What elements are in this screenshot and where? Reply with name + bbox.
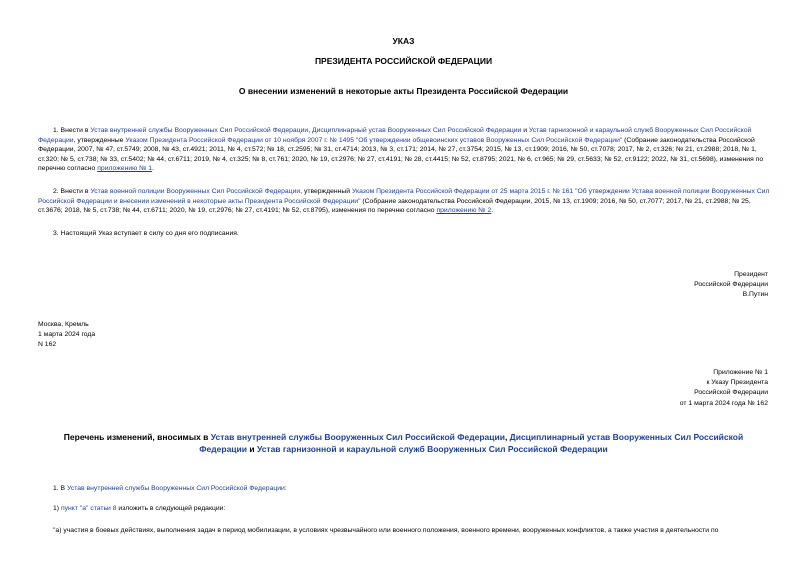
item2-link[interactable]: пункт "а" статьи 8 [60,505,117,512]
list-title-sep2: и [246,443,257,454]
list-title-link-garrison[interactable]: Устав гарнизонной и караульной служб Вооруженных Сил Российской Федерации [256,443,608,454]
changes-list-title [40,432,767,455]
signature-block [694,270,768,301]
link-decree-161[interactable]: Указом Президента Российской Федерации от 25 марта 2015 г. № 161 "Об утверждении Устава военной полиции Вооруженных Сил Российской Федерации и внесении изменений в некоторые акты Президента Российской Федерации" [38,188,770,205]
place-date-block [38,320,95,351]
list-item-1 [53,485,287,492]
paragraph-3: 3. Настоящий Указ вступает в силу со дня его подписания. [53,230,239,237]
item1-link[interactable]: Устав внутренней службы Вооруженных Сил Российской Федерации [66,485,285,492]
place-line-2: 1 марта 2024 года [38,331,96,339]
p2-end: . [491,207,494,215]
annex-line-4: от 1 марта 2024 года № 162 [679,399,768,407]
place-line-3: N 162 [38,341,57,349]
link-military-police-charter[interactable]: Устав военной полиции Вооруженных Сил Российской Федерации [90,188,301,195]
annex-header [680,368,768,409]
signature-line-3: В.Путин [742,291,768,299]
p2-text: (Собрание законодательства Российской Федерации, 2015, № 13, ст.1909; 2016, № 50, ст.7077; 2017, № 21, ст.2988; № 25, ст.3676; 2018, № 5, ст.738; № 44, ст.6711; 2020, № 19, ст.2976; № 27, ст.4191; № 52, ст.8795), изменения по перечню согласно [38,197,751,215]
decree-heading: О внесении изменений в некоторые акты Президента Российской Федерации [238,86,569,96]
p2-sep1: , утвержденный [300,188,352,195]
item2-end: изложить в следующей редакции: [116,505,226,512]
link-disciplinary-charter[interactable]: Дисциплинарный устав Вооруженных Сил Российской Федерации [311,127,522,134]
p2-num: 2. Внести в [53,188,91,195]
p1-sep3: , утвержденные [73,136,126,144]
paragraph-1 [38,126,773,174]
link-garrison-charter[interactable]: Устав гарнизонной и караульной служб Вооруженных Сил Российской Федерации [38,127,752,144]
annex-line-2: к Указу Президента [706,379,768,387]
p1-sep1: , [308,127,312,134]
decree-subtitle: ПРЕЗИДЕНТА РОССИЙСКОЙ ФЕДЕРАЦИИ [314,56,493,66]
p1-text: (Собрание законодательства Российской Федерации, 2007, № 47, ст.5749; 2008, № 43, ст.4921; 2011, № 4, ст.572; № 18, ст.2595; № 31, ст.4714; 2013, № 3, ст.171; 2014, № 27, ст.3754; 2015, № 13, ст.1909; 2016, № 50, ст.7078; 2017, № 2, ст.326; № 21, ст.2988; 2018, № 1, ст.320; № 5, ст.738; № 33, ст.5402; № 44, ст.6711; 2019, № 4, ст.325; № 8, ст.761; 2020, № 19, ст.2976; № 27, ст.4191; № 28, ст.4415; № 52, ст.8795; 2021, № 6, ст.965; № 29, ст.5633; № 52, ст.9122; 2022, № 31, ст.5698), изменения по перечню согласно [38,136,764,173]
list-title-link-internal[interactable]: Устав внутренней службы Вооруженных Сил Российской Федерации [210,432,505,442]
list-item-1-1 [53,505,225,512]
annex-line-3: Российской Федерации [694,389,768,397]
list-title-link-disciplinary[interactable]: Дисциплинарный устав Вооруженных Сил Российской Федерации [199,432,744,454]
item1-pre: 1. В [53,485,67,492]
list-item-text: "а) участия в боевых действиях, выполнения задач в период мобилизации, в условиях чрезвычайного или военного положения, военного времени, вооруженных конфликтов, а также участия в деятельности по [53,527,719,534]
list-title-sep1: , [504,432,510,442]
paragraph-2 [38,187,773,216]
item2-pre: 1) [53,505,61,512]
p1-end: . [152,165,154,173]
annex-line-1: Приложение № 1 [713,369,768,376]
link-annex-2[interactable]: приложению № 2 [436,207,492,215]
item1-end: : [284,485,287,492]
list-title-pre: Перечень изменений, вносимых в [63,432,211,442]
signature-line-2: Российской Федерации [694,281,768,289]
link-decree-1495[interactable]: Указом Президента Российской Федерации от 10 ноября 2007 г. № 1495 "Об утверждении общевоинских уставов Вооруженных Сил Российской Федерации" [125,136,623,144]
place-line-1: Москва, Кремль [38,321,89,328]
link-internal-service-charter[interactable]: Устав внутренней службы Вооруженных Сил Российской Федерации [90,127,309,134]
link-annex-1[interactable]: приложению № 1 [97,165,153,173]
decree-title: УКАЗ [392,36,415,46]
p1-num: 1. Внести в [53,127,91,134]
signature-line-1: Президент [734,271,768,278]
p1-sep2: и [521,127,529,134]
